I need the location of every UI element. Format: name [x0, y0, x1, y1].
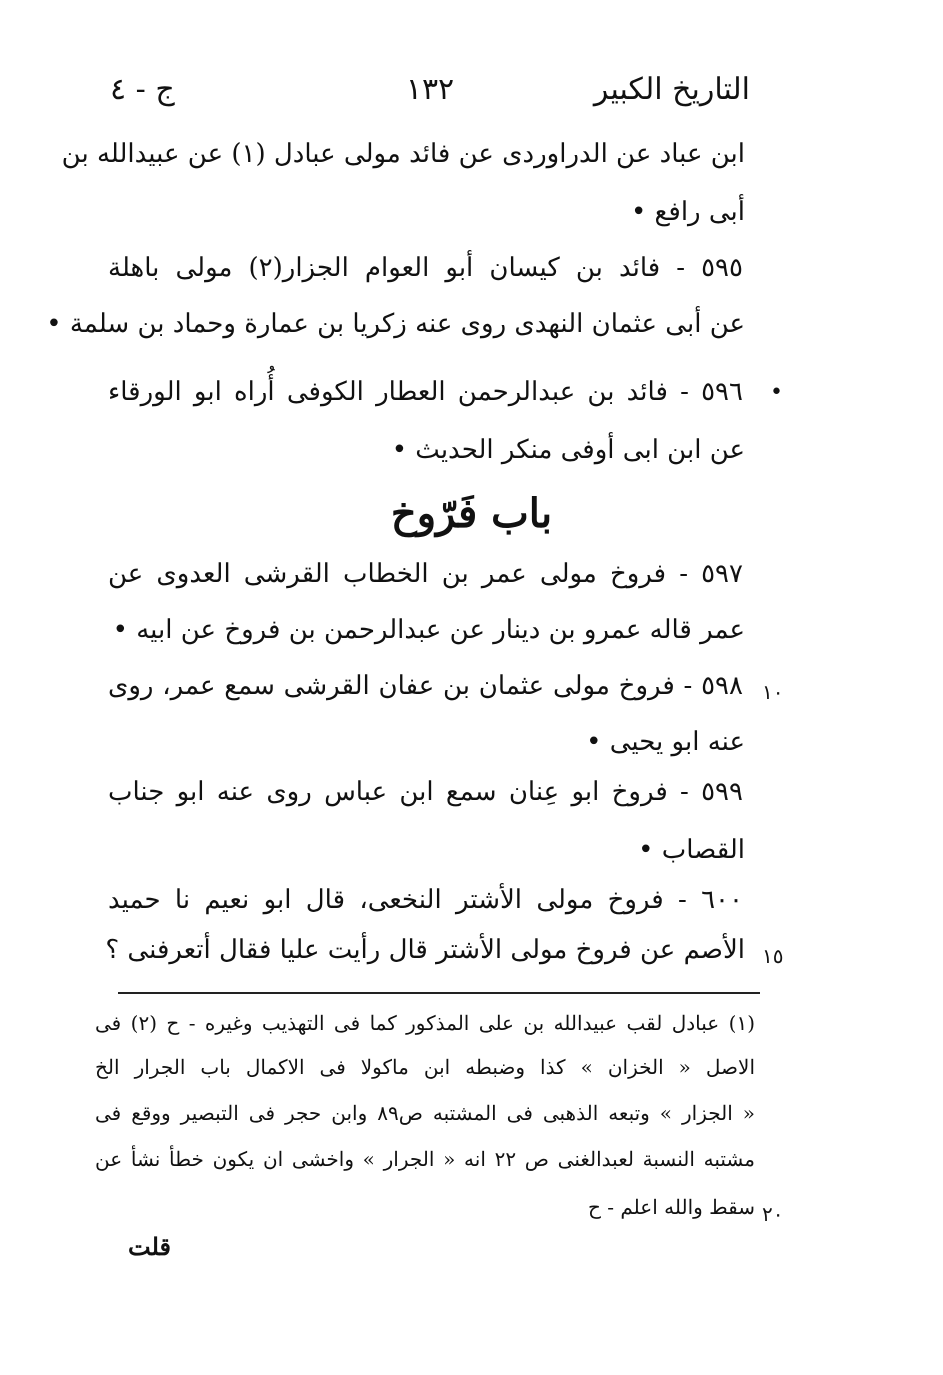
- section-title: باب فَرّوخ: [390, 490, 553, 537]
- entry-599: ٥٩٩ - فروخ ابو عِنان سمع ابن عباس روى عنه ابو جناب: [108, 777, 743, 807]
- entry-597: ٥٩٧ - فروخ مولى عمر بن الخطاب القرشى العدوى عن: [108, 559, 743, 589]
- footnote-line: (١) عبادل لقب عبيدالله بن على المذكور كما فى التهذيب وغيره - ح (٢) فى: [95, 1011, 756, 1035]
- margin-line-number: ١٠: [762, 680, 784, 704]
- footnote-line: « الجزار » وتبعه الذهبى فى المشتبه ص٨٩ وابن حجر فى التبصير ووقع فى: [95, 1101, 756, 1125]
- text-line: القصاب •: [638, 835, 745, 865]
- text-line: عن أبى عثمان النهدى روى عنه زكريا بن عمارة وحماد بن سلمة •: [46, 309, 745, 339]
- text-line: ابن عباد عن الدراوردى عن فائد مولى عبادل (١) عن عبيدالله بن: [61, 139, 745, 169]
- entry-600: ٦٠٠ - فروخ مولى الأشتر النخعى، قال ابو نعيم نا حميد: [108, 885, 743, 915]
- running-header: [110, 72, 750, 122]
- footnote-line: مشتبه النسبة لعبدالغنى ص ٢٢ انه « الجرار » واخشى ان يكون خطأ نشأ عن: [95, 1147, 755, 1171]
- margin-line-number: ١٥: [762, 944, 784, 968]
- text-line: عن ابن ابى أوفى منكر الحديث •: [391, 435, 745, 465]
- catchword: قلت: [128, 1232, 171, 1261]
- footnote-divider: [118, 992, 760, 994]
- footnote-line: سقط والله اعلم - ح: [587, 1195, 755, 1219]
- text-line: عنه ابو يحيى •: [586, 727, 745, 757]
- book-title: التاريخ الكبير: [593, 72, 750, 107]
- text-line: الأصم عن فروخ مولى الأشتر قال رأيت عليا فقال أتعرفنى ؟: [105, 935, 745, 965]
- page-number: ١٣٢: [405, 72, 455, 107]
- volume-label: ج - ٤: [110, 72, 175, 107]
- margin-line-number: ٢٠: [762, 1202, 784, 1226]
- entry-596: ٥٩٦ - فائد بن عبدالرحمن العطار الكوفى أُراه ابو الورقاء: [108, 377, 743, 407]
- text-line: عمر قاله عمرو بن دينار عن عبدالرحمن بن فروخ عن ابيه •: [112, 615, 745, 645]
- footnote-line: الاصل « الخزان » كذا وضبطه ابن ماكولا فى الاكمال باب الجرار الخ: [95, 1055, 755, 1079]
- text-line: أبى رافع •: [630, 197, 745, 227]
- margin-marker-5: •: [770, 380, 783, 405]
- entry-595: ٥٩٥ - فائد بن كيسان أبو العوام الجزار(٢) مولى باهلة: [108, 253, 743, 283]
- entry-598: ٥٩٨ - فروخ مولى عثمان بن عفان القرشى سمع عمر، روى: [108, 671, 743, 701]
